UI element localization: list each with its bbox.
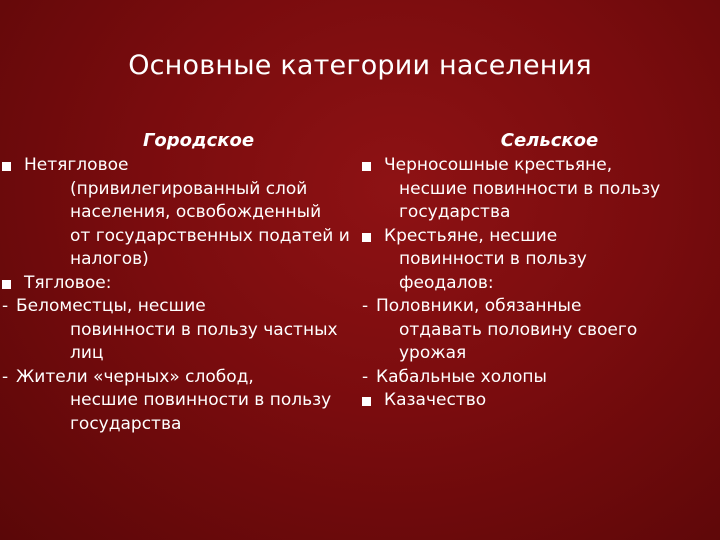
item-text-line: государства [399,202,511,222]
rural-list [362,154,717,413]
item-text-line: населения, освобожденный [70,202,322,222]
square-bullet-icon [362,154,382,179]
urban-list-item [16,154,361,272]
item-text-line: Жители «черных» слобод, [16,366,254,387]
rural-list-item [372,154,717,225]
slide-title: Основные категории населения [128,50,592,81]
urban-list [2,154,361,436]
urban-column [2,128,361,436]
urban-list-item [2,295,361,366]
square-bullet-icon [362,225,382,250]
item-text-line: Казачество [384,390,487,410]
item-text-line: отдавать половину своего [399,319,638,340]
dash-bullet: - [2,296,9,316]
item-text-line: налогов) [70,249,149,269]
rural-column [362,128,717,413]
item-text-line: Черносошные крестьяне, [384,155,613,175]
item-text-line: Крестьяне, несшие [384,225,558,246]
item-text-line: (привилегированный слой [70,178,308,199]
item-text-line: Нетягловое [24,155,129,175]
urban-heading: Городское [142,130,255,151]
rural-list-item [372,389,717,413]
item-text-line: несшие повинности в пользу [70,390,332,410]
item-text-line: феодалов: [399,272,494,293]
item-text-line: лиц [70,343,104,363]
square-bullet-icon [2,154,22,179]
item-text-line: несшие повинности в пользу [399,178,661,199]
item-text-line: повинности в пользу частных [70,319,338,340]
dash-bullet: - [362,366,369,387]
urban-list-item [16,272,361,296]
dash-bullet: - [2,366,9,387]
square-bullet-icon [362,389,382,414]
rural-list-item [362,366,717,390]
dash-bullet: - [362,296,369,316]
item-text-line: повинности в пользу [399,249,587,269]
rural-list-item [362,295,717,366]
item-text-line: Тягловое: [24,272,112,293]
item-text-line: государства [70,413,182,434]
item-text-line: Половники, обязанные [376,296,582,316]
item-text-line: от государственных податей и [70,225,350,246]
item-text-line: Кабальные холопы [376,366,547,387]
urban-list-item [2,366,361,437]
square-bullet-icon [2,272,22,297]
rural-heading: Сельское [500,130,599,151]
item-text-line: урожая [399,343,467,363]
rural-list-item [372,225,717,296]
item-text-line: Беломестцы, несшие [16,296,206,316]
